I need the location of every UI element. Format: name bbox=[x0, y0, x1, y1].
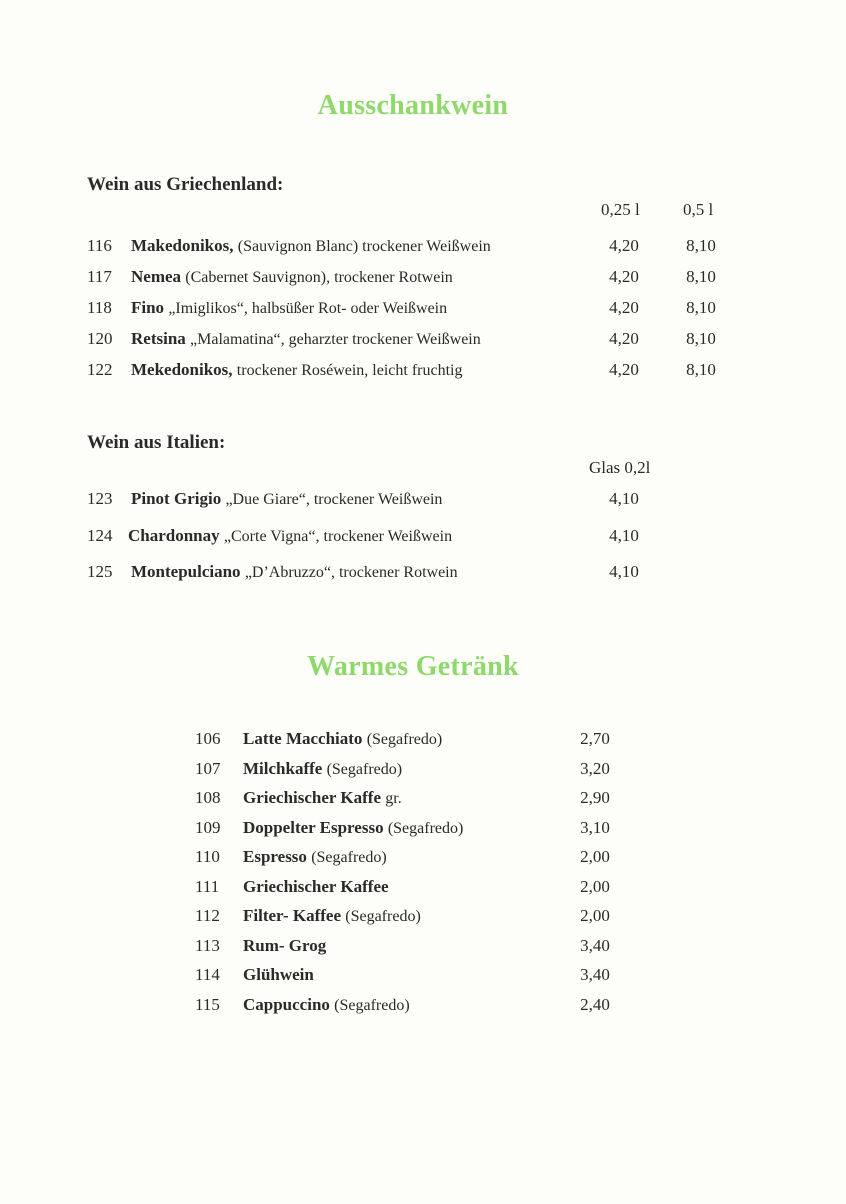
item-name: Nemea bbox=[131, 267, 182, 286]
item-price: 4,20 bbox=[609, 236, 639, 255]
item-title bbox=[131, 360, 463, 380]
item-name: Milchkaffe bbox=[243, 759, 323, 778]
item-number: 123 bbox=[87, 489, 113, 508]
item-price: 3,10 bbox=[580, 818, 610, 837]
item-price: 4,20 bbox=[609, 360, 639, 379]
item-title bbox=[243, 965, 314, 985]
item-title bbox=[131, 329, 481, 349]
item-price: 8,10 bbox=[686, 267, 716, 286]
item-title bbox=[243, 788, 402, 808]
item-name: Cappuccino bbox=[243, 995, 330, 1014]
item-description: (Segafredo) bbox=[387, 820, 464, 837]
item-price: 2,00 bbox=[580, 877, 610, 896]
item-price: 4,20 bbox=[609, 298, 639, 317]
item-title bbox=[243, 877, 389, 897]
item-title bbox=[243, 847, 387, 867]
item-title bbox=[243, 906, 421, 926]
item-title bbox=[131, 489, 442, 509]
heading-greece: Wein aus Griechenland: bbox=[87, 174, 284, 195]
item-number: 116 bbox=[87, 236, 112, 255]
item-price: 4,10 bbox=[609, 526, 639, 545]
item-number: 108 bbox=[195, 788, 221, 807]
item-price: 2,70 bbox=[580, 729, 610, 748]
item-name: Montepulciano bbox=[131, 562, 241, 581]
item-name: Chardonnay bbox=[128, 526, 220, 545]
item-title bbox=[243, 936, 326, 956]
item-price: 4,20 bbox=[609, 329, 639, 348]
item-number: 115 bbox=[195, 995, 220, 1014]
item-price: 2,40 bbox=[580, 995, 610, 1014]
item-name: Makedonikos, bbox=[131, 236, 234, 255]
item-description: (Segafredo) bbox=[311, 849, 387, 866]
item-number: 114 bbox=[195, 965, 220, 984]
item-description: (Segafredo) bbox=[326, 761, 403, 778]
item-name: Pinot Grigio bbox=[131, 489, 222, 508]
item-name: Espresso bbox=[243, 847, 307, 866]
item-title bbox=[243, 729, 442, 749]
item-title bbox=[128, 526, 452, 546]
item-description: (Segafredo) bbox=[345, 908, 421, 925]
item-name: Filter- Kaffee bbox=[243, 906, 341, 925]
item-name: Griechischer Kaffee bbox=[243, 877, 389, 896]
section-title-hot-drinks: Warmes Getränk bbox=[307, 651, 519, 682]
item-number: 113 bbox=[195, 936, 220, 955]
item-number: 124 bbox=[87, 526, 113, 545]
item-description: (Segafredo) bbox=[366, 731, 443, 748]
item-price: 2,90 bbox=[580, 788, 610, 807]
item-number: 118 bbox=[87, 298, 112, 317]
item-number: 106 bbox=[195, 729, 221, 748]
item-title bbox=[131, 298, 447, 318]
item-title bbox=[243, 759, 402, 779]
item-description: trockener Roséwein, leicht fruchtig bbox=[236, 362, 463, 379]
item-title bbox=[131, 562, 458, 582]
col-head-05: 0,5 l bbox=[683, 200, 714, 219]
item-number: 117 bbox=[87, 267, 112, 286]
item-title bbox=[131, 236, 491, 256]
item-price: 2,00 bbox=[580, 906, 610, 925]
item-description: „Malamatina“, geharzter trockener Weißwein bbox=[190, 331, 481, 348]
section-title-wine: Ausschankwein bbox=[317, 90, 509, 121]
item-description: „D’Abruzzo“, trockener Rotwein bbox=[244, 564, 458, 581]
item-title bbox=[243, 995, 410, 1015]
item-number: 125 bbox=[87, 562, 113, 581]
item-number: 120 bbox=[87, 329, 113, 348]
item-name: Mekedonikos, bbox=[131, 360, 233, 379]
item-description: (Segafredo) bbox=[334, 997, 410, 1014]
item-title bbox=[243, 818, 463, 838]
item-price: 4,20 bbox=[609, 267, 639, 286]
item-number: 107 bbox=[195, 759, 221, 778]
item-number: 112 bbox=[195, 906, 220, 925]
item-price: 3,20 bbox=[580, 759, 610, 778]
item-name: Rum- Grog bbox=[243, 936, 327, 955]
item-price: 4,10 bbox=[609, 562, 639, 581]
item-price: 3,40 bbox=[580, 965, 610, 984]
item-number: 122 bbox=[87, 360, 113, 379]
heading-italy: Wein aus Italien: bbox=[87, 432, 226, 453]
item-price: 8,10 bbox=[686, 360, 716, 379]
item-name: Retsina bbox=[131, 329, 186, 348]
item-number: 109 bbox=[195, 818, 221, 837]
item-price: 4,10 bbox=[609, 489, 639, 508]
item-description: „Corte Vigna“, trockener Weißwein bbox=[223, 528, 453, 545]
item-price: 8,10 bbox=[686, 236, 716, 255]
item-name: Doppelter Espresso bbox=[243, 818, 384, 837]
item-name: Glühwein bbox=[243, 965, 314, 984]
item-price: 8,10 bbox=[686, 329, 716, 348]
item-number: 111 bbox=[195, 877, 220, 896]
item-title bbox=[131, 267, 453, 287]
item-description: gr. bbox=[385, 790, 402, 807]
item-description: (Sauvignon Blanc) trockener Weißwein bbox=[237, 238, 491, 255]
item-number: 110 bbox=[195, 847, 220, 866]
item-name: Fino bbox=[131, 298, 165, 317]
item-name: Griechischer Kaffe bbox=[243, 788, 382, 807]
item-name: Latte Macchiato bbox=[243, 729, 363, 748]
item-description: (Cabernet Sauvignon), trockener Rotwein bbox=[185, 269, 453, 286]
col-head-025: 0,25 l bbox=[601, 200, 640, 219]
col-head-glas: Glas 0,2l bbox=[589, 458, 651, 477]
item-price: 8,10 bbox=[686, 298, 716, 317]
item-price: 2,00 bbox=[580, 847, 610, 866]
item-description: „Imiglikos“, halbsüßer Rot- oder Weißwein bbox=[168, 300, 448, 317]
item-price: 3,40 bbox=[580, 936, 610, 955]
item-description: „Due Giare“, trockener Weißwein bbox=[225, 491, 443, 508]
